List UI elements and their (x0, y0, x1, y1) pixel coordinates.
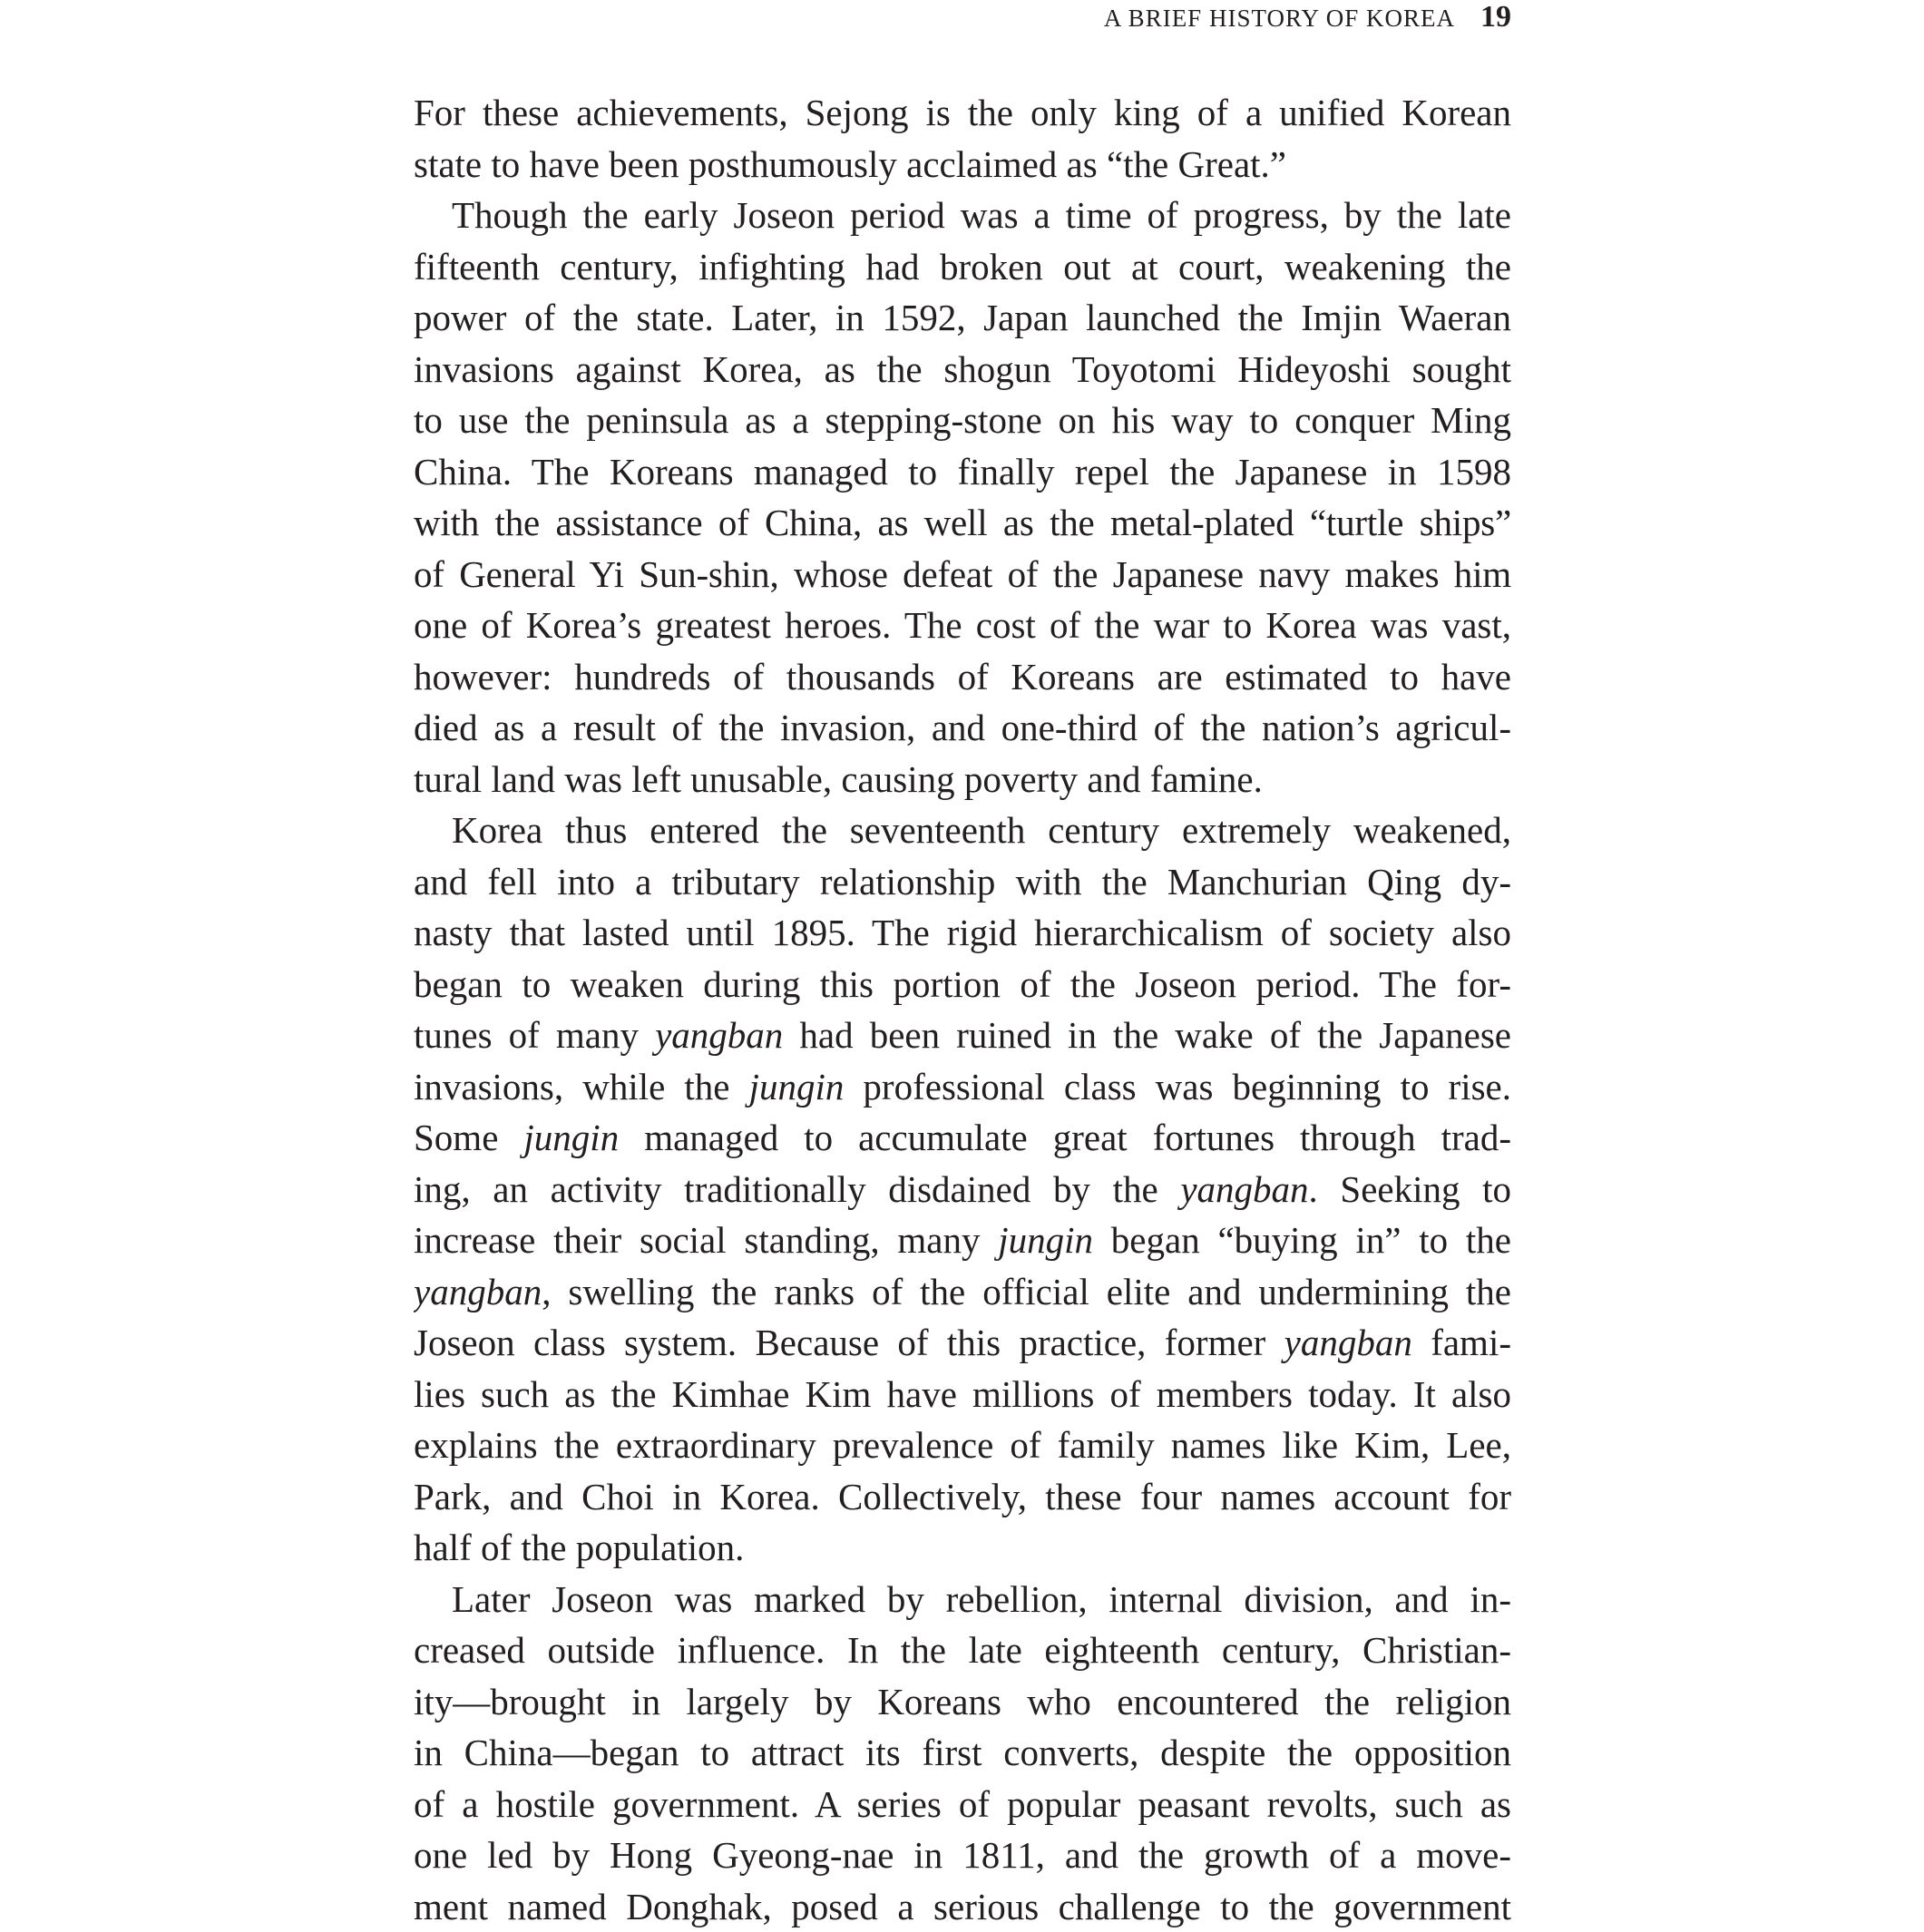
text-line: and fell into a tributary relationship with the Manchurian Qing dy- (414, 856, 1511, 908)
text-line: power of the state. Later, in 1592, Japan launched the Imjin Waeran (414, 292, 1511, 344)
text-line (414, 1215, 1511, 1266)
text-run: had been ruined in the wake of the Japanese (783, 1014, 1511, 1056)
text-line: Park, and Choi in Korea. Collectively, these four names account for (414, 1471, 1511, 1523)
body-text (414, 87, 1511, 1932)
italic-term: yangban (655, 1014, 783, 1056)
italic-term: yangban (414, 1271, 542, 1312)
text-line: with the assistance of China, as well as the metal-plated “turtle ships” (414, 497, 1511, 549)
running-title: A BRIEF HISTORY OF KOREA (1104, 5, 1455, 32)
italic-term: jungin (998, 1219, 1093, 1261)
text-run: began “buying in” to the (1093, 1219, 1511, 1261)
text-line (414, 1061, 1511, 1113)
paragraph-3 (414, 805, 1511, 1574)
text-run: . Seeking to (1309, 1168, 1511, 1210)
text-line: For these achievements, Sejong is the only king of a unified Korean (414, 87, 1511, 139)
text-line: one of Korea’s greatest heroes. The cost of the war to Korea was vast, (414, 600, 1511, 651)
text-line: of a hostile government. A series of popular peasant revolts, such as (414, 1779, 1511, 1830)
italic-term: jungin (749, 1066, 845, 1107)
text-line: in China—began to attract its first converts, despite the opposition (414, 1727, 1511, 1779)
text-line (414, 1010, 1511, 1061)
text-run: managed to accumulate great fortunes through trad- (619, 1117, 1511, 1158)
text-line: Though the early Joseon period was a time of progress, by the late (414, 190, 1511, 241)
paragraph-4 (414, 1574, 1511, 1932)
text-run: increase their social standing, many (414, 1219, 998, 1261)
text-line: half of the population. (414, 1522, 1511, 1574)
text-line: however: hundreds of thousands of Koreans are estimated to have (414, 651, 1511, 703)
text-line: Later Joseon was marked by rebellion, internal division, and in- (414, 1574, 1511, 1625)
text-line: invasions against Korea, as the shogun Toyotomi Hideyoshi sought (414, 344, 1511, 395)
text-run: Joseon class system. Because of this practice, former (414, 1322, 1284, 1363)
text-line: fifteenth century, infighting had broken out at court, weakening the (414, 241, 1511, 293)
text-run: ing, an activity traditionally disdained by the (414, 1168, 1180, 1210)
text-line: tural land was left unusable, causing poverty and famine. (414, 754, 1511, 805)
paragraph-2 (414, 190, 1511, 805)
text-line: explains the extraordinary prevalence of family names like Kim, Lee, (414, 1420, 1511, 1471)
italic-term: yangban (1180, 1168, 1308, 1210)
text-line: began to weaken during this portion of the Joseon period. The for- (414, 959, 1511, 1010)
text-line: to use the peninsula as a stepping-stone on his way to conquer Ming (414, 395, 1511, 446)
text-line (414, 1112, 1511, 1164)
text-run: Some (414, 1117, 523, 1158)
text-line: ment named Donghak, posed a serious challenge to the government (414, 1881, 1511, 1932)
text-line: nasty that lasted until 1895. The rigid hierarchicalism of society also (414, 907, 1511, 959)
text-line: one led by Hong Gyeong-nae in 1811, and the growth of a move- (414, 1830, 1511, 1881)
italic-term: yangban (1284, 1322, 1412, 1363)
text-run: invasions, while the (414, 1066, 749, 1107)
paragraph-1 (414, 87, 1511, 190)
text-run: tunes of many (414, 1014, 655, 1056)
italic-term: jungin (523, 1117, 619, 1158)
text-line (414, 1164, 1511, 1215)
text-line: died as a result of the invasion, and one-third of the nation’s agricul- (414, 702, 1511, 754)
text-run: , swelling the ranks of the official elite and undermining the (542, 1271, 1511, 1312)
text-run: professional class was beginning to rise. (844, 1066, 1511, 1107)
text-line: Korea thus entered the seventeenth century extremely weakened, (414, 805, 1511, 856)
page-number: 19 (1480, 0, 1511, 34)
text-line: of General Yi Sun-shin, whose defeat of the Japanese navy makes him (414, 549, 1511, 600)
text-line: state to have been posthumously acclaimed as “the Great.” (414, 139, 1511, 190)
running-header (414, 0, 1511, 34)
text-line: lies such as the Kimhae Kim have millions of members today. It also (414, 1369, 1511, 1420)
text-line (414, 1317, 1511, 1369)
text-line (414, 1266, 1511, 1318)
text-line: ity—brought in largely by Koreans who encountered the religion (414, 1676, 1511, 1728)
text-run: fami- (1412, 1322, 1511, 1363)
text-line: creased outside influence. In the late eighteenth century, Christian- (414, 1625, 1511, 1676)
text-line: China. The Koreans managed to finally repel the Japanese in 1598 (414, 446, 1511, 498)
